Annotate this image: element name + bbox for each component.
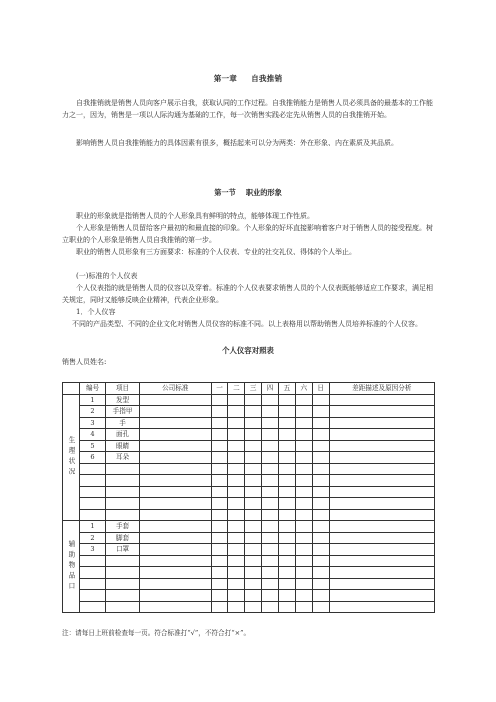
header-cell: 项目 — [106, 383, 140, 395]
row-number: 2 — [79, 532, 105, 544]
group-label-accessories: 辅助物品口 — [63, 521, 80, 613]
row-number: 2 — [79, 406, 105, 418]
row-number: 1 — [79, 521, 105, 533]
row-number: 5 — [79, 440, 105, 452]
table-row — [63, 544, 435, 556]
row-item: 耳朵 — [106, 452, 140, 464]
row-number: 1 — [79, 394, 105, 406]
body-paragraph-7: 不同的产品类型、不同的企业文化对销售人员仪容的标准不同。以上表格用以帮助销售人员培养标准的个人仪容。 — [72, 320, 422, 328]
table-row-empty — [63, 486, 435, 498]
header-cell: 日 — [312, 383, 329, 395]
table-row-empty — [63, 475, 435, 487]
chapter-number: 第一章 — [213, 74, 238, 83]
table-row-empty — [63, 555, 435, 567]
row-item: 发型 — [106, 394, 140, 406]
table-row-empty — [63, 498, 435, 510]
row-item: 手指甲 — [106, 406, 140, 418]
header-cell: 六 — [295, 383, 312, 395]
table-row-empty — [63, 567, 435, 579]
row-item: 口罩 — [106, 544, 140, 556]
header-cell: 五 — [279, 383, 296, 395]
table-row-empty — [63, 463, 435, 475]
body-paragraph-2: 个人形象是销售人员留给客户最初的和最直接的印象。个人形象的好坏直接影响着客户对于销售人员的接受程度。树立职业的个人形象是销售人员自我推销的第一步。 — [62, 224, 433, 244]
header-cell: 一 — [211, 383, 228, 395]
body-paragraph-3: 职业的销售人员形象有三方面要求：标准的个人仪表、专业的社交礼仪、得体的个人举止。 — [76, 248, 356, 256]
table-title: 个人仪容对照表 — [222, 346, 274, 355]
row-number: 3 — [79, 417, 105, 429]
intro-paragraph-1: 自我推销就是销售人员向客户展示自我，获取认同的工作过程。自我推销能力是销售人员必须具备的最基本的工作能力之一，因为，销售是一项以人际沟通为基础的工作，每一次销售实践必定先从销售人员的自我推销开始。 — [62, 99, 433, 119]
table-row — [63, 440, 435, 452]
header-cell: 四 — [262, 383, 279, 395]
table-row — [63, 417, 435, 429]
row-number: 3 — [79, 544, 105, 556]
row-item: 手 — [106, 417, 140, 429]
table-row-empty — [63, 509, 435, 521]
section-number: 第一节 — [214, 188, 236, 197]
row-item: 脚套 — [106, 532, 140, 544]
row-item: 面孔 — [106, 429, 140, 441]
intro-paragraph-2: 影响销售人员自我推销能力的具体因素有很多，概括起来可以分为两类：外在形象、内在素质及其品质。 — [76, 139, 398, 147]
table-row — [63, 406, 435, 418]
body-paragraph-4: (一)标准的个人仪表 — [76, 272, 138, 280]
table-row — [63, 532, 435, 544]
table-row — [63, 452, 435, 464]
row-number: 6 — [79, 452, 105, 464]
header-cell: 公司标准 — [139, 383, 211, 395]
section-heading — [0, 188, 496, 198]
row-item: 手套 — [106, 521, 140, 533]
body-paragraph-5: 个人仪表指的就是销售人员的仪容以及穿着。标准的个人仪表要求销售人员的个人仪表既能够适应工作要求，满足相关规定，同时又能够反映企业精神，代表企业形象。 — [62, 284, 433, 304]
row-number: 4 — [79, 429, 105, 441]
grooming-checklist-table — [62, 382, 435, 613]
header-cell: 二 — [228, 383, 245, 395]
header-cell: 差距描述及原因分析 — [329, 383, 434, 395]
table-header-row — [63, 383, 435, 395]
chapter-title: 自我推销 — [251, 74, 283, 83]
chapter-heading — [0, 73, 496, 84]
row-item: 眼睛 — [106, 440, 140, 452]
table-row-empty — [63, 601, 435, 613]
section-title: 职业的形象 — [245, 188, 282, 197]
table-row-empty — [63, 590, 435, 602]
table-note: 注：请每日上班前检查每一页。符合标准打“√”，不符合打“×”。 — [62, 629, 251, 637]
body-paragraph-6: 1．个人仪容 — [76, 308, 116, 316]
table-row — [63, 429, 435, 441]
body-paragraph-1: 职业的形象就是指销售人员的个人形象具有鲜明的特点，能够体现工作性质。 — [76, 212, 314, 220]
group-label-physical: 生理状况 — [63, 394, 80, 521]
salesperson-name-label: 销售人员姓名: — [62, 358, 107, 366]
header-cell: 编号 — [79, 383, 105, 395]
table-row — [63, 394, 435, 406]
table-row-empty — [63, 578, 435, 590]
header-cell: 三 — [245, 383, 262, 395]
table-row — [63, 521, 435, 533]
